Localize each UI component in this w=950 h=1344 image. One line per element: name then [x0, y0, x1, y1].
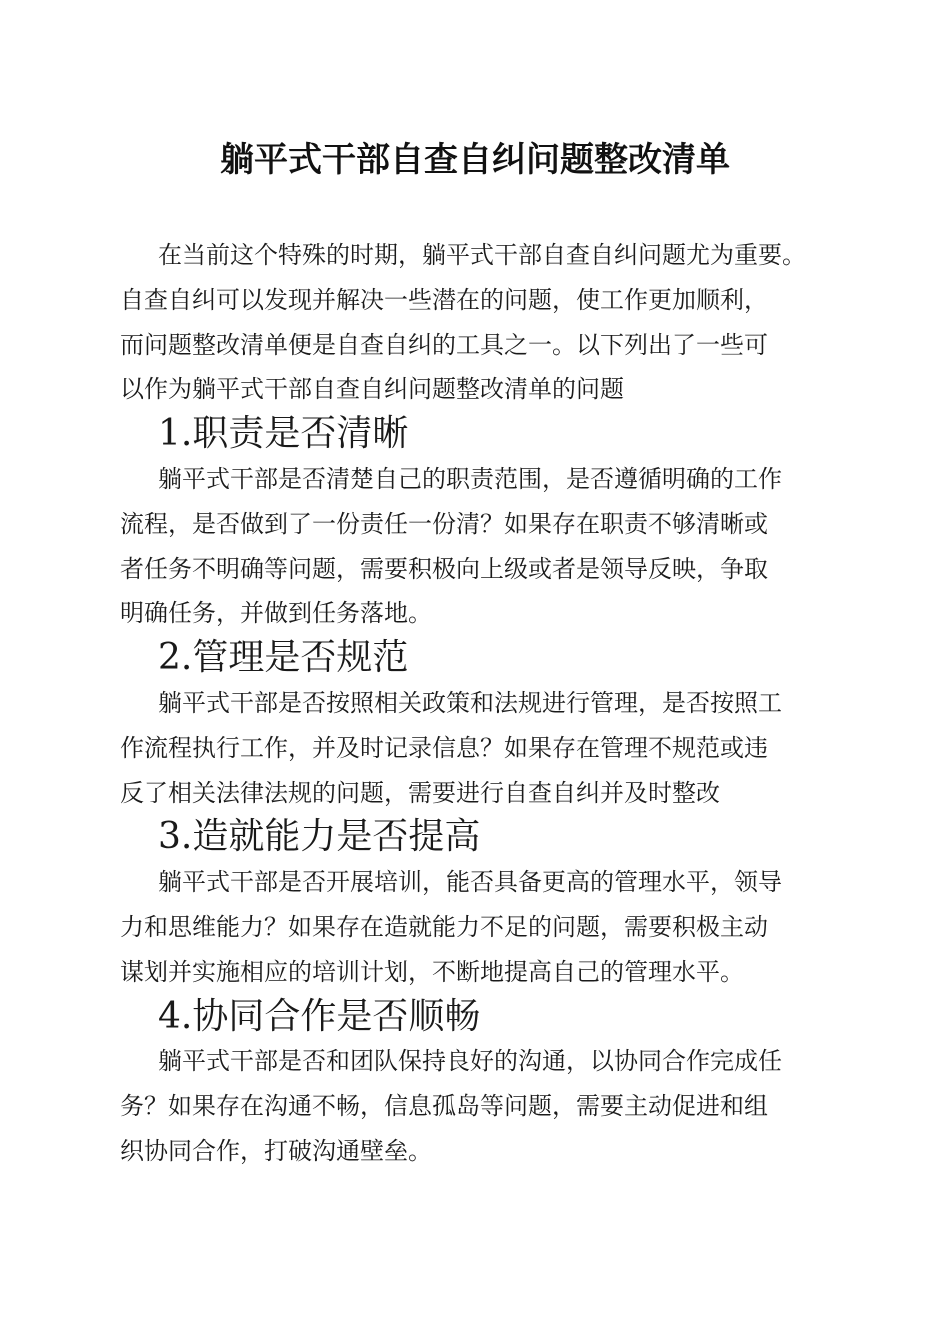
intro-line: 而问题整改清单便是自查自纠的工具之一。以下列出了一些可: [120, 330, 768, 359]
paragraph-line: 明确任务，并做到任务落地。: [120, 599, 432, 628]
paragraph-line: 者任务不明确等问题，需要积极向上级或者是领导反映，争取: [120, 554, 768, 583]
section-paragraph-capability: [120, 860, 840, 994]
section-heading-management: 2.管理是否规范: [158, 637, 409, 679]
section-heading-capability: 3.造就能力是否提高: [158, 816, 481, 858]
paragraph-line: 躺平式干部是否开展培训，能否具备更高的管理水平，领导: [158, 868, 782, 897]
section-heading-cooperation: 4.协同合作是否顺畅: [158, 995, 481, 1037]
intro-paragraph: [120, 233, 840, 412]
intro-line: 在当前这个特殊的时期，躺平式干部自查自纠问题尤为重要。: [158, 241, 806, 269]
document-title: 躺平式干部自查自纠问题整改清单: [220, 140, 730, 180]
intro-line: 自查自纠可以发现并解决一些潜在的问题，使工作更加顺利，: [120, 285, 768, 314]
section-paragraph-responsibility: [120, 457, 840, 636]
paragraph-line: 流程，是否做到了一份责任一份清？如果存在职责不够清晰或: [120, 509, 768, 538]
paragraph-line: 作流程执行工作，并及时记录信息？如果存在管理不规范或违: [120, 733, 768, 762]
section-paragraph-cooperation: [120, 1039, 840, 1173]
section-heading-responsibility: 1.职责是否清晰: [158, 413, 409, 455]
paragraph-line: 躺平式干部是否和团队保持良好的沟通，以协同合作完成任: [158, 1047, 782, 1076]
paragraph-line: 务？如果存在沟通不畅，信息孤岛等问题，需要主动促进和组: [120, 1092, 768, 1121]
intro-line: 以作为躺平式干部自查自纠问题整改清单的问题: [120, 375, 624, 404]
paragraph-line: 躺平式干部是否按照相关政策和法规进行管理，是否按照工: [158, 688, 782, 717]
paragraph-line: 躺平式干部是否清楚自己的职责范围，是否遵循明确的工作: [158, 464, 782, 493]
paragraph-line: 反了相关法律法规的问题，需要进行自查自纠并及时整改: [120, 778, 720, 807]
document-body: [120, 233, 840, 1174]
paragraph-line: 谋划并实施相应的培训计划，不断地提高自己的管理水平。: [120, 957, 744, 986]
paragraph-line: 力和思维能力？如果存在造就能力不足的问题，需要积极主动: [120, 912, 768, 941]
section-paragraph-management: [120, 681, 840, 815]
paragraph-line: 织协同合作，打破沟通壁垒。: [120, 1136, 432, 1165]
